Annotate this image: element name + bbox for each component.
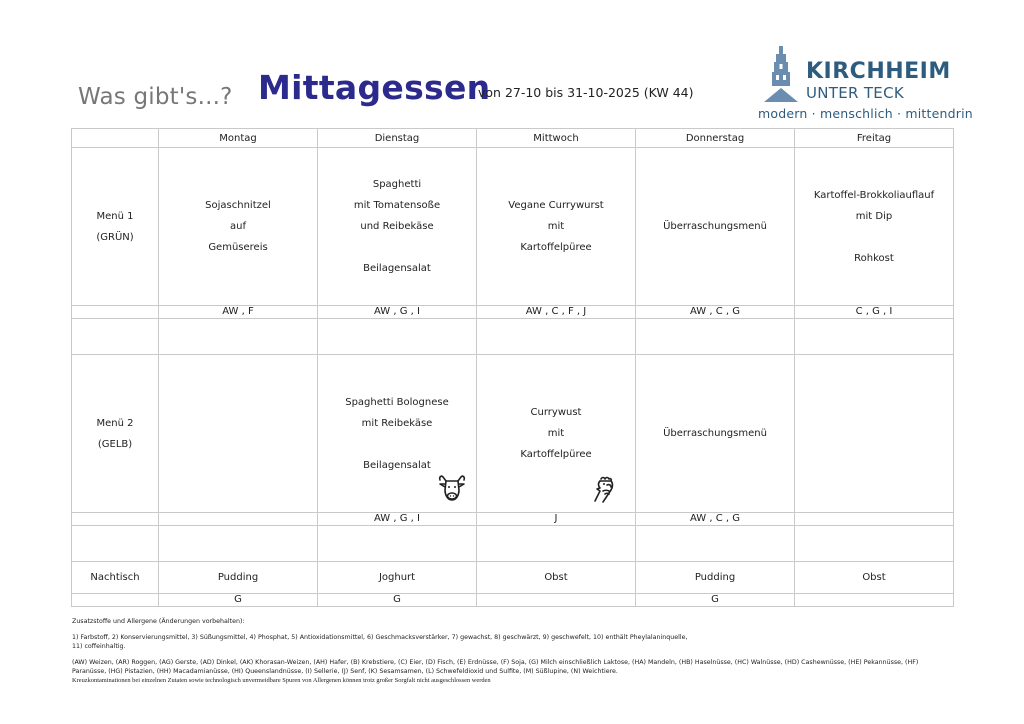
dessert-item: Joghurt bbox=[318, 562, 477, 594]
additives-line-2: 11) coffeinhaltig. bbox=[72, 643, 126, 650]
dish-line: mit Dip bbox=[855, 210, 893, 222]
allergen-cell: G bbox=[636, 594, 795, 607]
menu-color-label: (GELB) bbox=[97, 438, 133, 450]
spacer-cell bbox=[318, 319, 477, 355]
church-tower-icon bbox=[762, 46, 800, 106]
menu2-label bbox=[72, 355, 159, 513]
dish-line: Spaghetti bbox=[372, 179, 422, 190]
allergen-cell: G bbox=[159, 594, 318, 607]
allergen-label-cell bbox=[72, 594, 159, 607]
spacer-cell bbox=[477, 319, 636, 355]
allergen-label-cell bbox=[72, 513, 159, 526]
allergen-cell bbox=[795, 513, 954, 526]
dessert-allergen-row bbox=[72, 594, 954, 607]
dish-line: auf bbox=[230, 221, 246, 232]
menu-label: Menü 1 bbox=[96, 210, 134, 222]
dish-line: Spaghetti Bolognese bbox=[345, 396, 449, 408]
allergen-cell: AW , F bbox=[159, 306, 318, 319]
allergen-cell: AW , C , F , J bbox=[477, 306, 636, 319]
menu2-dish-thursday bbox=[636, 355, 795, 513]
menu-table bbox=[71, 128, 954, 607]
menu2-allergen-row bbox=[72, 513, 954, 526]
day-header: Mittwoch bbox=[477, 129, 636, 148]
dish-line: Beilagensalat bbox=[363, 459, 431, 471]
dish-line: Currywust bbox=[530, 407, 582, 418]
dish-line: Kartoffelpüree bbox=[520, 449, 592, 460]
dessert-item: Obst bbox=[795, 562, 954, 594]
menu1-dish-thursday bbox=[636, 148, 795, 306]
day-header: Dienstag bbox=[318, 129, 477, 148]
dish-line bbox=[318, 434, 476, 455]
dessert-item: Pudding bbox=[159, 562, 318, 594]
spacer-cell bbox=[159, 319, 318, 355]
date-range: von 27-10 bis 31-10-2025 (KW 44) bbox=[478, 85, 694, 100]
cross-contamination-note: Kreuzkontaminationen bei einzelnen Zutaten sowie technologisch unvermeidbare Spuren von Allergenen können trotz großer Sorgfalt nicht ausgeschlossen werden bbox=[72, 677, 491, 684]
menu1-allergen-row bbox=[72, 306, 954, 319]
allergen-cell: AW , C , G bbox=[636, 513, 795, 526]
allergen-cell: AW , C , G bbox=[636, 306, 795, 319]
menu2-dish-monday bbox=[159, 355, 318, 513]
spacer-cell bbox=[72, 526, 159, 562]
dish-line: mit bbox=[547, 428, 565, 439]
dish-line: Rohkost bbox=[854, 252, 894, 264]
allergens-line-2: Paranüsse, (HG) Pistazien, (HH) Macadamianüsse, (HI) Queenslandnüsse, (I) Sellerie, (J) Senf, (K) Sesamsamen, (L) Schwefeldioxid und Sulfite, (M) Süßlupine, (N) Weichtiere. bbox=[72, 668, 618, 675]
dish-line: Überraschungsmenü bbox=[663, 221, 767, 232]
dish-line: und Reibekäse bbox=[360, 221, 434, 232]
dessert-item: Obst bbox=[477, 562, 636, 594]
logo-subtitle: UNTER TECK bbox=[806, 84, 904, 102]
additives-line-1: 1) Farbstoff, 2) Konservierungsmittel, 3) Süßungsmittel, 4) Phosphat, 5) Antioxidationsmittel, 6) Geschmacksverstärker, 7) gewachst, 8) geschwärzt, 9) geschwefelt, 10) enthält Pheylalaninquelle, bbox=[72, 634, 688, 641]
dish-line: Vegane Currywurst bbox=[508, 200, 604, 211]
dessert-row bbox=[72, 562, 954, 594]
menu2-dish-friday bbox=[795, 355, 954, 513]
dessert-item: Pudding bbox=[636, 562, 795, 594]
allergen-cell bbox=[477, 594, 636, 607]
logo-slogan: modern · menschlich · mittendrin bbox=[758, 106, 973, 121]
menu-label: Menü 2 bbox=[96, 417, 134, 429]
menu1-dish-monday bbox=[159, 148, 318, 306]
menu1-dish-friday bbox=[795, 148, 954, 306]
city-logo bbox=[758, 46, 973, 124]
day-header: Donnerstag bbox=[636, 129, 795, 148]
menu1-row bbox=[72, 148, 954, 306]
corner-cell bbox=[72, 129, 159, 148]
allergens-line-1: (AW) Weizen, (AR) Roggen, (AG) Gerste, (AD) Dinkel, (AK) Khorasan-Weizen, (AH) Hafer, (B) Krebstiere, (C) Eier, (D) Fisch, (E) Erdnüsse, (F) Soja, (G) Milch einschließlich Laktose, (HA) Mandeln, (HB) Haselnüsse, (HC) Walnüsse, (HD) Cashewnüsse, (HE) Pekannüsse, (HF) bbox=[72, 659, 919, 666]
menu-color-label: (GRÜN) bbox=[96, 231, 134, 243]
tagline: Was gibt's...? bbox=[78, 84, 233, 110]
dish-line: Gemüsereis bbox=[208, 242, 268, 253]
spacer-cell bbox=[636, 319, 795, 355]
spacer-cell bbox=[636, 526, 795, 562]
cow-icon bbox=[436, 472, 468, 504]
dish-line: Kartoffel-Brokkoliauflauf bbox=[813, 189, 935, 201]
menu1-dish-wednesday bbox=[477, 148, 636, 306]
allergen-cell: C , G , I bbox=[795, 306, 954, 319]
allergen-cell: J bbox=[477, 513, 636, 526]
day-header: Freitag bbox=[795, 129, 954, 148]
menu1-dish-tuesday bbox=[318, 148, 477, 306]
dish-line: mit bbox=[547, 221, 565, 232]
dish-line bbox=[318, 237, 476, 258]
spacer-cell bbox=[477, 526, 636, 562]
spacer-row bbox=[72, 526, 954, 562]
chicken-icon bbox=[589, 474, 621, 506]
menu2-dish-tuesday bbox=[318, 355, 477, 513]
page-title: Mittagessen bbox=[258, 68, 491, 107]
dish-line: Sojaschnitzel bbox=[205, 200, 271, 211]
allergen-cell bbox=[795, 594, 954, 607]
allergen-cell: AW , G , I bbox=[318, 306, 477, 319]
dish-line: Überraschungsmenü bbox=[663, 428, 767, 439]
logo-name: KIRCHHEIM bbox=[806, 59, 951, 84]
dish-line: Beilagensalat bbox=[363, 263, 431, 274]
dish-line: Kartoffelpüree bbox=[520, 242, 592, 253]
allergen-cell: AW , G , I bbox=[318, 513, 477, 526]
menu1-label bbox=[72, 148, 159, 306]
dish-line bbox=[795, 227, 953, 248]
dish-line: mit Reibekäse bbox=[361, 417, 433, 429]
allergen-label-cell bbox=[72, 306, 159, 319]
spacer-cell bbox=[72, 319, 159, 355]
spacer-cell bbox=[159, 526, 318, 562]
dessert-label: Nachtisch bbox=[72, 562, 159, 594]
day-header-row bbox=[72, 129, 954, 148]
menu2-dish-wednesday bbox=[477, 355, 636, 513]
day-header: Montag bbox=[159, 129, 318, 148]
allergen-notes bbox=[72, 617, 952, 685]
spacer-cell bbox=[318, 526, 477, 562]
allergen-cell bbox=[159, 513, 318, 526]
dish-line: mit Tomatensoße bbox=[353, 200, 441, 211]
spacer-row bbox=[72, 319, 954, 355]
notes-heading: Zusatzstoffe und Allergene (Änderungen vorbehalten): bbox=[72, 618, 245, 625]
menu2-row bbox=[72, 355, 954, 513]
spacer-cell bbox=[795, 319, 954, 355]
spacer-cell bbox=[795, 526, 954, 562]
allergen-cell: G bbox=[318, 594, 477, 607]
